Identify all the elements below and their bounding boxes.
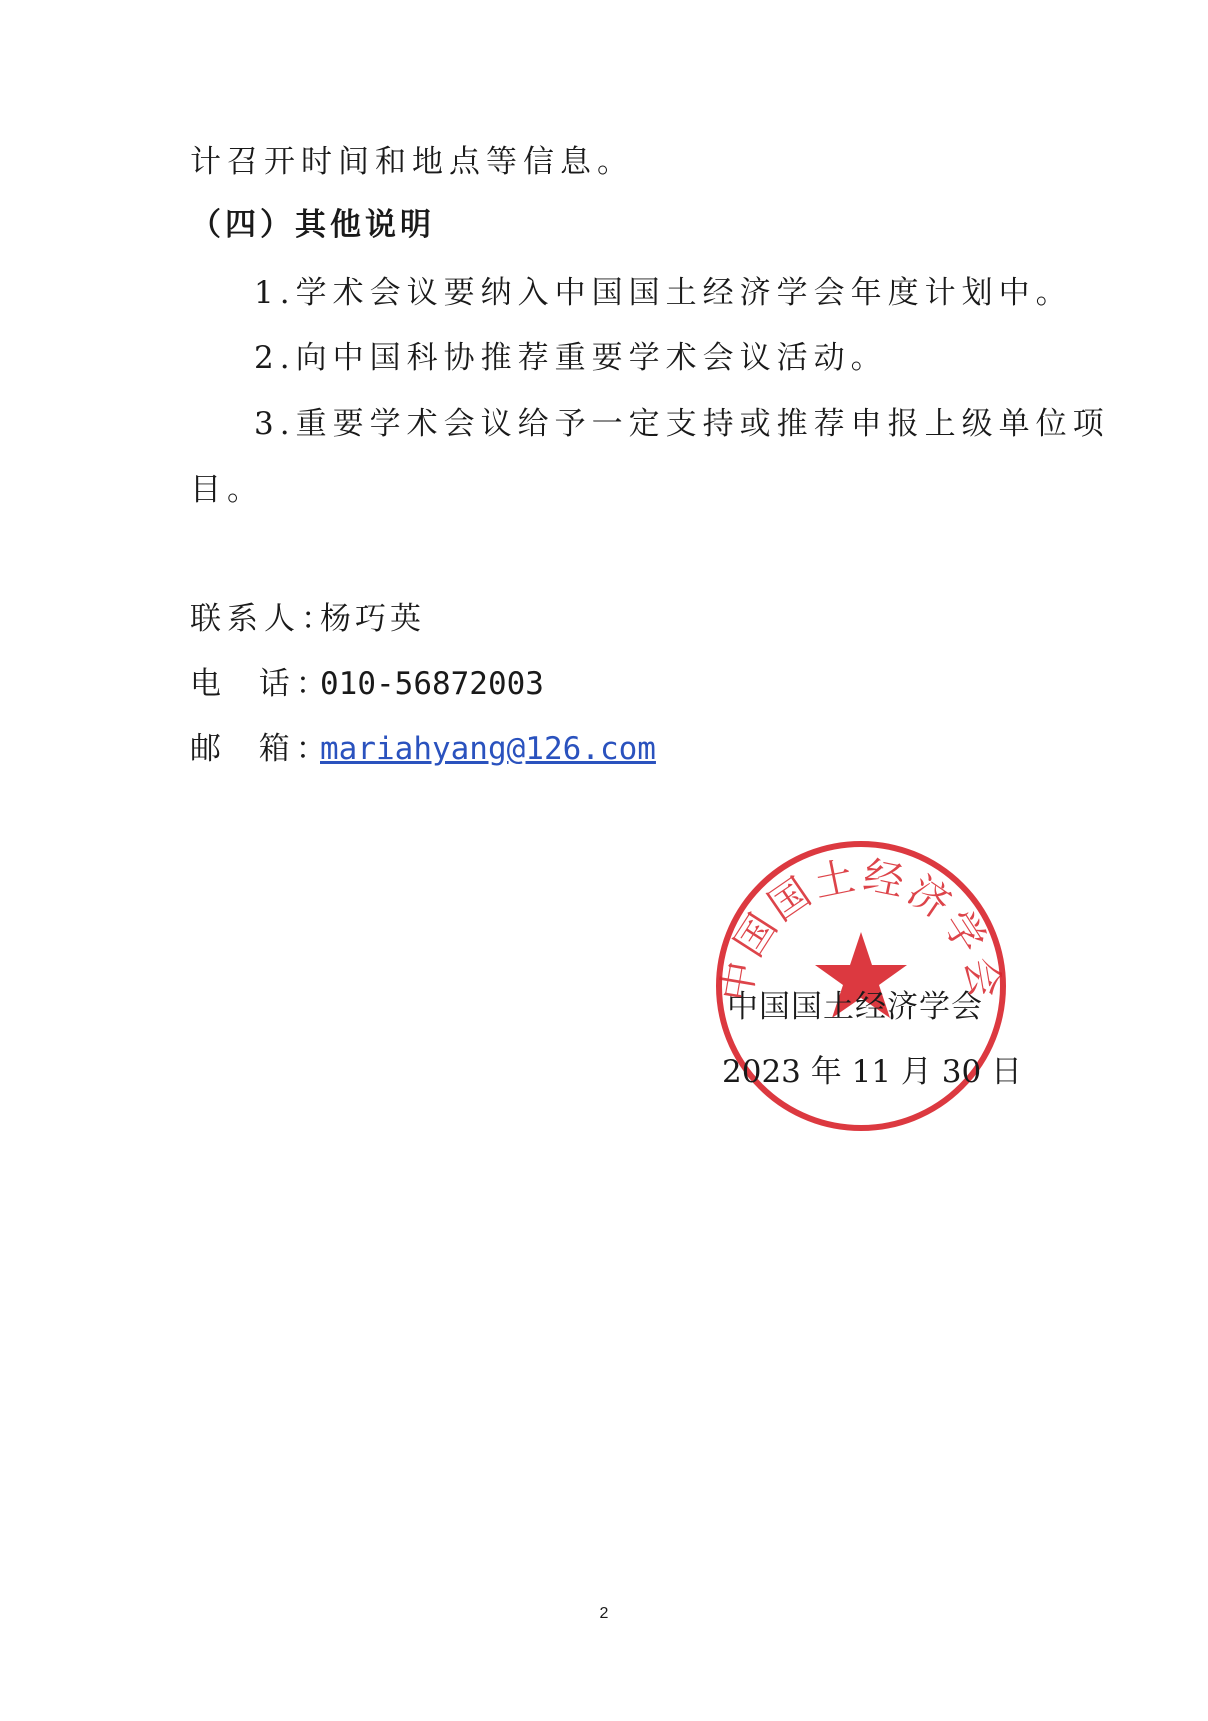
- signature-org: 中国国土经济学会: [727, 989, 983, 1025]
- contact-email: [190, 729, 656, 769]
- contact-phone: [190, 664, 544, 704]
- contact-phone-value: 010-56872003: [320, 666, 544, 702]
- list-item-3-continuation: 目。: [190, 472, 264, 508]
- contact-email-label: 邮 箱：: [190, 731, 333, 767]
- contact-phone-label: 电 话：: [190, 666, 333, 702]
- section-heading: （四）其他说明: [190, 207, 435, 243]
- seal-text: 中国国土经济学会: [713, 852, 1009, 1006]
- contact-person: [190, 599, 425, 639]
- list-item-3: 3.重要学术会议给予一定支持或推荐申报上级单位项: [254, 406, 1110, 442]
- list-item-1: 1.学术会议要纳入中国国土经济学会年度计划中。: [254, 275, 1073, 311]
- signature-date: 2023 年 11 月 30 日: [722, 1054, 1023, 1090]
- email-link[interactable]: mariahyang@126.com: [320, 731, 656, 767]
- contact-person-label: 联系人：: [190, 601, 338, 637]
- paragraph-continuation: 计召开时间和地点等信息。: [190, 144, 634, 180]
- page-number: 2: [599, 1605, 609, 1622]
- contact-person-value: 杨巧英: [320, 601, 425, 637]
- list-item-2: 2.向中国科协推荐重要学术会议活动。: [254, 340, 888, 376]
